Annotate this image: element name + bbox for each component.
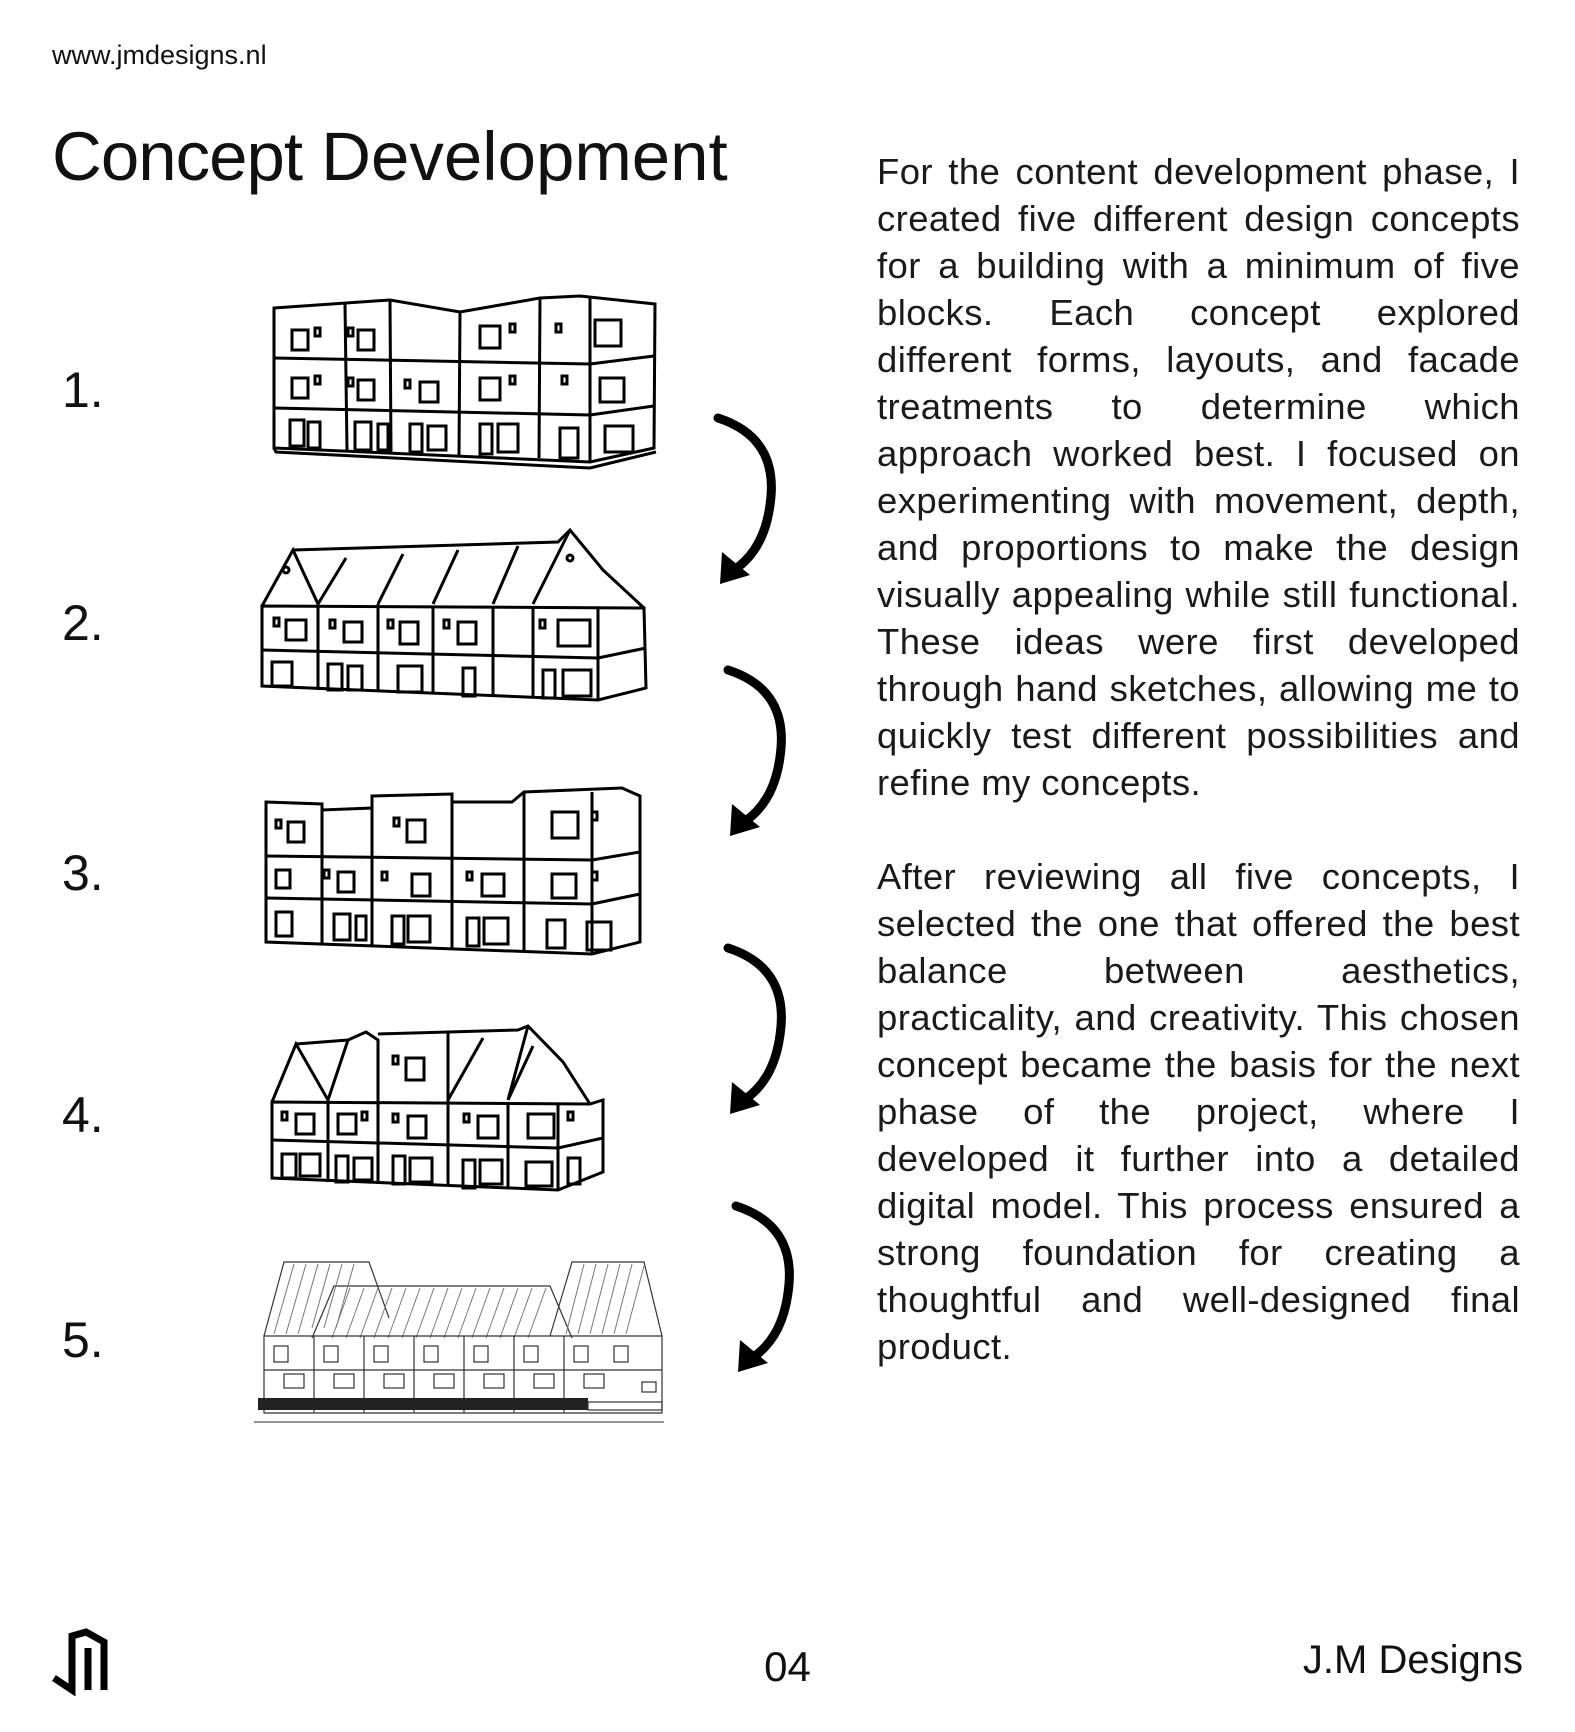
concept-number-5: 5. [62,1312,104,1368]
concept-sketch-4 [268,1022,648,1212]
title-bold: Concept [52,118,302,195]
concept-sketch-1 [270,290,660,485]
concept-number-1: 1. [62,362,104,418]
page-title [52,118,728,195]
concept-number-3: 3. [62,845,104,901]
concept-sketch-3 [262,782,652,972]
title-light: Development [321,118,728,195]
paragraph-1: For the content development phase, I created five different design concepts for a building with a minimum of five blocks. Each concept explored different forms, layouts, and facade treatments to determine which approach worked best. I focused on experimenting with movement, depth, and proportions to make the design visually appealing while still functional. These ideas were first developed through hand sketches, allowing me to quickly test different possibilities and refine my concepts. [877,151,1520,803]
brand-light: Designs [1378,1638,1523,1682]
concept-sketch-5 [254,1258,666,1426]
concept-number-2: 2. [62,595,104,651]
curved-arrow-icon [730,1198,810,1378]
curved-arrow-icon [712,410,792,590]
curved-arrow-icon [722,662,802,842]
brand-bold: J.M [1302,1638,1368,1682]
curved-arrow-icon [722,940,802,1120]
concept-sketch-2 [258,528,658,718]
description [877,148,1520,1417]
paragraph-2: After reviewing all five concepts, I selected the one that offered the best balance between aesthetics, practicality, and creativity. This chosen concept became the basis for the next phase of the project, where I developed it further into a detailed digital model. This process ensured a strong foundation for creating a thoughtful and well-designed final product. [877,856,1520,1367]
page-number: 04 [764,1643,811,1690]
brand-name [1303,1638,1523,1683]
website-url[interactable]: www.jmdesigns.nl [52,40,267,70]
concept-number-4: 4. [62,1087,104,1143]
